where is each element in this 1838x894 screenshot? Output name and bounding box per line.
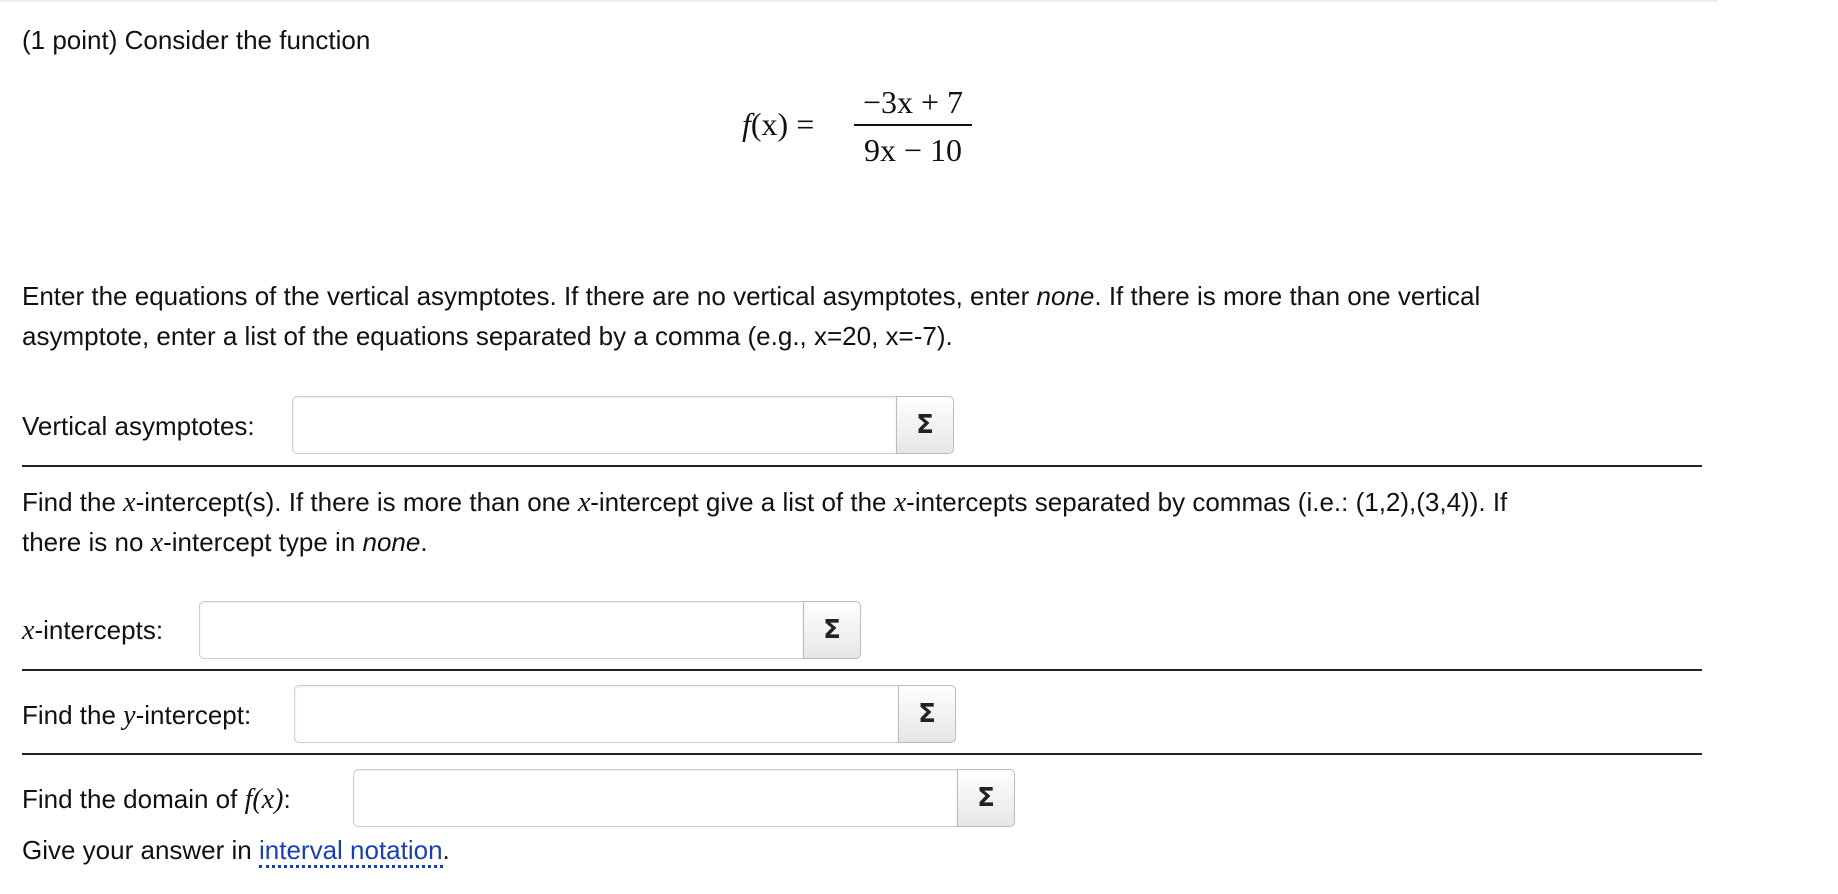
xint-text-d: -intercepts separated by commas (i.e.: (1,2),(3,4)). If bbox=[906, 487, 1508, 517]
xint-text-c: -intercept give a list of the bbox=[590, 487, 894, 517]
interval-notation-link[interactable]: interval notation bbox=[259, 835, 443, 868]
x-intercepts-label bbox=[22, 610, 163, 651]
vertical-instructions-line2: asymptote, enter a list of the equations separated by a comma (e.g., x=20, x=-7). bbox=[22, 321, 953, 351]
xint-none-keyword: none bbox=[362, 527, 421, 557]
domain-label-colon: : bbox=[283, 784, 291, 814]
domain-hint bbox=[22, 830, 450, 870]
xint-text-f: -intercept type in bbox=[163, 527, 363, 557]
y-intercept-label-text-b: -intercept: bbox=[135, 700, 252, 730]
domain-hint-text: Give your answer in bbox=[22, 835, 259, 865]
xint-instructions-line2 bbox=[22, 522, 428, 563]
xint-text-a: Find the bbox=[22, 487, 124, 517]
x-intercepts-input-group bbox=[199, 601, 861, 659]
xint-var-1: x bbox=[123, 487, 136, 518]
xint-text-g: . bbox=[420, 527, 428, 557]
xint-var-2: x bbox=[577, 487, 591, 518]
vertical-asymptotes-label: Vertical asymptotes: bbox=[22, 411, 255, 441]
xint-text-b: -intercept(s). If there is more than one bbox=[135, 487, 578, 517]
formula-numerator: −3x + 7 bbox=[862, 84, 964, 120]
domain-label bbox=[22, 779, 291, 820]
x-intercepts-label-text: -intercepts: bbox=[34, 615, 164, 645]
problem-header: (1 point) Consider the function bbox=[22, 25, 371, 55]
formula-denominator: 9x − 10 bbox=[863, 132, 963, 168]
x-intercepts-label-var: x bbox=[22, 615, 35, 646]
vertical-asymptotes-input[interactable] bbox=[292, 396, 896, 454]
vertical-asymptotes-input-group bbox=[292, 396, 954, 454]
y-intercept-input[interactable] bbox=[294, 685, 898, 743]
xint-var-3: x bbox=[893, 487, 907, 518]
formula-lhs bbox=[742, 106, 814, 143]
section-divider bbox=[22, 465, 1702, 467]
vertical-instructions-line1 bbox=[22, 276, 1480, 316]
formula-x: (x) = bbox=[750, 106, 815, 142]
domain-input[interactable] bbox=[353, 769, 957, 827]
fraction-bar bbox=[854, 124, 972, 126]
y-intercept-input-group bbox=[294, 685, 956, 743]
vertical-instructions-text-end: . If there is more than one vertical bbox=[1094, 281, 1481, 311]
xint-text-e: there is no bbox=[22, 527, 151, 557]
xint-instructions-line1 bbox=[22, 482, 1507, 523]
section-divider bbox=[22, 753, 1702, 755]
y-intercept-label-var: y bbox=[123, 700, 136, 731]
xint-var-4: x bbox=[150, 527, 164, 558]
domain-hint-period: . bbox=[442, 835, 450, 865]
sigma-equation-editor-icon[interactable]: Σ bbox=[898, 685, 956, 743]
domain-label-math: f(x) bbox=[244, 784, 284, 815]
y-intercept-label bbox=[22, 695, 251, 736]
sigma-equation-editor-icon[interactable]: Σ bbox=[803, 601, 861, 659]
sigma-equation-editor-icon[interactable]: Σ bbox=[957, 769, 1015, 827]
formula-fraction bbox=[854, 82, 972, 170]
formula-f: f bbox=[742, 106, 751, 142]
vertical-instructions-text: Enter the equations of the vertical asymptotes. If there are no vertical asymptotes, enter bbox=[22, 281, 1037, 311]
section-divider bbox=[22, 669, 1702, 671]
sigma-equation-editor-icon[interactable]: Σ bbox=[896, 396, 954, 454]
x-intercepts-input[interactable] bbox=[199, 601, 803, 659]
y-intercept-label-text-a: Find the bbox=[22, 700, 124, 730]
vertical-none-keyword: none bbox=[1036, 281, 1095, 311]
domain-input-group bbox=[353, 769, 1015, 827]
domain-label-text: Find the domain of bbox=[22, 784, 245, 814]
